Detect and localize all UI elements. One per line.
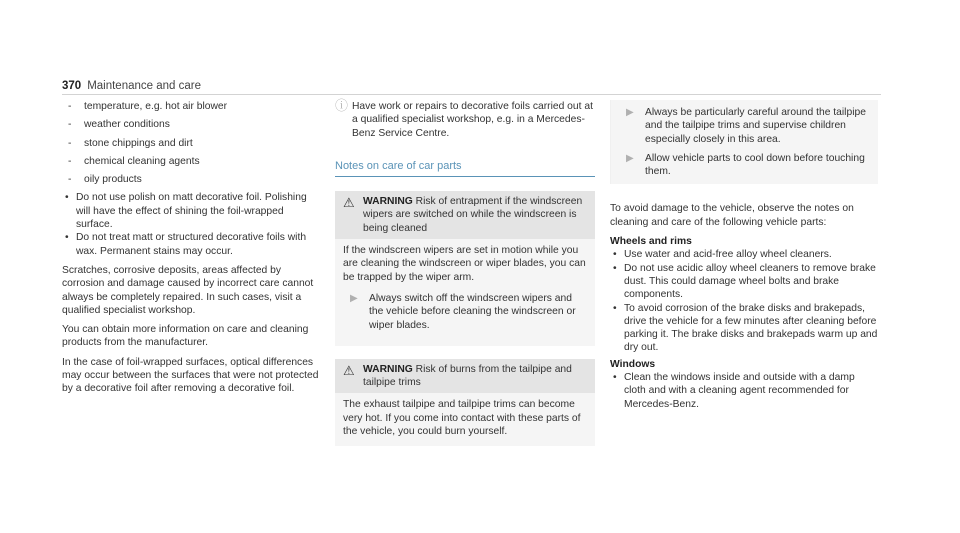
- warning-body: [335, 393, 595, 446]
- warning-triangle-icon: ⚠: [343, 195, 355, 211]
- list-item: [62, 173, 320, 186]
- dash-marker: -: [68, 137, 72, 149]
- list-item: [62, 118, 320, 131]
- warning-label: WARNING: [363, 363, 413, 375]
- header-divider: [62, 94, 881, 95]
- bullet-item: • Do not treat matt or structured decorative foils with wax. Permanent stains may occur.: [62, 231, 320, 258]
- warning-header: [335, 359, 595, 394]
- action-step: [619, 152, 870, 179]
- list-item-text: weather conditions: [84, 119, 170, 131]
- page-header: [62, 80, 201, 92]
- column-1: [62, 100, 320, 402]
- intro-paragraph: To avoid damage to the vehicle, observe the notes on cleaning and care of the following vehicle parts:: [610, 203, 854, 228]
- list-item-text: stone chippings and dirt: [84, 137, 193, 149]
- subheading-windows: Windows: [610, 358, 656, 370]
- bullet-item: • Do not use acidic alloy wheel cleaners to remove brake dust. This could damage wheel bolts and brake components.: [610, 262, 878, 302]
- paragraph: In the case of foil-wrapped surfaces, optical differences may occur between the surfaces that were not protected by a decorative foil after removing a decorative foil.: [62, 356, 319, 395]
- bullet-item: • Clean the windows inside and outside with a damp cloth and with a cleaning agent recommended for Mercedes-Benz.: [610, 371, 878, 411]
- warning-box: [335, 191, 595, 346]
- dash-marker: -: [68, 155, 72, 167]
- bullet-item: • To avoid corrosion of the brake disks and brakepads, drive the vehicle for a few minutes after cleaning before parking it. The brake disks and brakepads warm up and dry out.: [610, 302, 878, 355]
- warning-header: [335, 191, 595, 239]
- column-2: [335, 100, 595, 446]
- arrow-icon: ▶: [350, 292, 358, 304]
- action-text: Always be particularly careful around the tailpipe and the tailpipe trims and supervise children especially closely in this area.: [645, 107, 866, 145]
- note-text: Have work or repairs to decorative foils carried out at a qualified specialist workshop, e.g. in a Mercedes-Benz Service Centre.: [352, 101, 593, 139]
- list-item-text: chemical cleaning agents: [84, 155, 200, 167]
- warning-text: The exhaust tailpipe and tailpipe trims can become very hot. If you come into contact with these parts of the vehicle, you could burn yourself.: [343, 399, 581, 438]
- warning-heading: Risk of entrapment if the windscreen wipers are switched on while the windscreen is being cleaned: [363, 196, 583, 234]
- warning-text: If the windscreen wipers are set in motion while you are cleaning the windscreen or wiper blades, you can be trapped by the wiper arm.: [343, 245, 586, 283]
- dash-marker: -: [68, 119, 72, 131]
- bullet-item: • Do not use polish on matt decorative foil. Polishing will have the effect of shining the foil-wrapped surface.: [62, 191, 320, 231]
- dash-marker: -: [68, 174, 72, 186]
- warning-label: WARNING: [363, 196, 413, 208]
- action-step: [343, 292, 587, 332]
- action-step: [619, 106, 870, 146]
- subheading-wheels: Wheels and rims: [610, 236, 692, 248]
- chapter-title: Maintenance and care: [87, 80, 201, 92]
- action-text: Always switch off the windscreen wipers and the vehicle before cleaning the windscreen or wiper blades.: [369, 292, 576, 331]
- list-item-text: temperature, e.g. hot air blower: [84, 101, 228, 112]
- warning-box: [335, 359, 595, 446]
- section-title: Notes on care of car parts: [335, 160, 595, 177]
- info-note: [335, 100, 595, 140]
- list-item-text: oily products: [84, 174, 142, 186]
- page-number: 370: [62, 80, 82, 92]
- warning-heading: Risk of burns from the tailpipe and tailpipe trims: [363, 363, 572, 389]
- paragraph: You can obtain more information on care and cleaning products from the manufacturer.: [62, 324, 309, 349]
- arrow-icon: ▶: [626, 152, 634, 164]
- warning-triangle-icon: ⚠: [343, 362, 355, 378]
- list-item: [62, 155, 320, 168]
- bullet-item: • Use water and acid-free alloy wheel cleaners.: [610, 248, 878, 261]
- dash-marker: -: [68, 101, 72, 112]
- warning-body: [335, 239, 595, 346]
- column-3: [610, 100, 878, 411]
- list-item: [62, 137, 320, 150]
- arrow-icon: ▶: [626, 107, 634, 118]
- list-item: [62, 100, 320, 113]
- warning-box-continued: [610, 100, 878, 184]
- info-icon: ⓘ: [335, 98, 349, 113]
- action-text: Allow vehicle parts to cool down before touching them.: [645, 152, 865, 178]
- paragraph: Scratches, corrosive deposits, areas affected by corrosion and damage caused by incorrect care cannot always be completely repaired. In such cases, visit a qualified specialist workshop.: [62, 264, 314, 316]
